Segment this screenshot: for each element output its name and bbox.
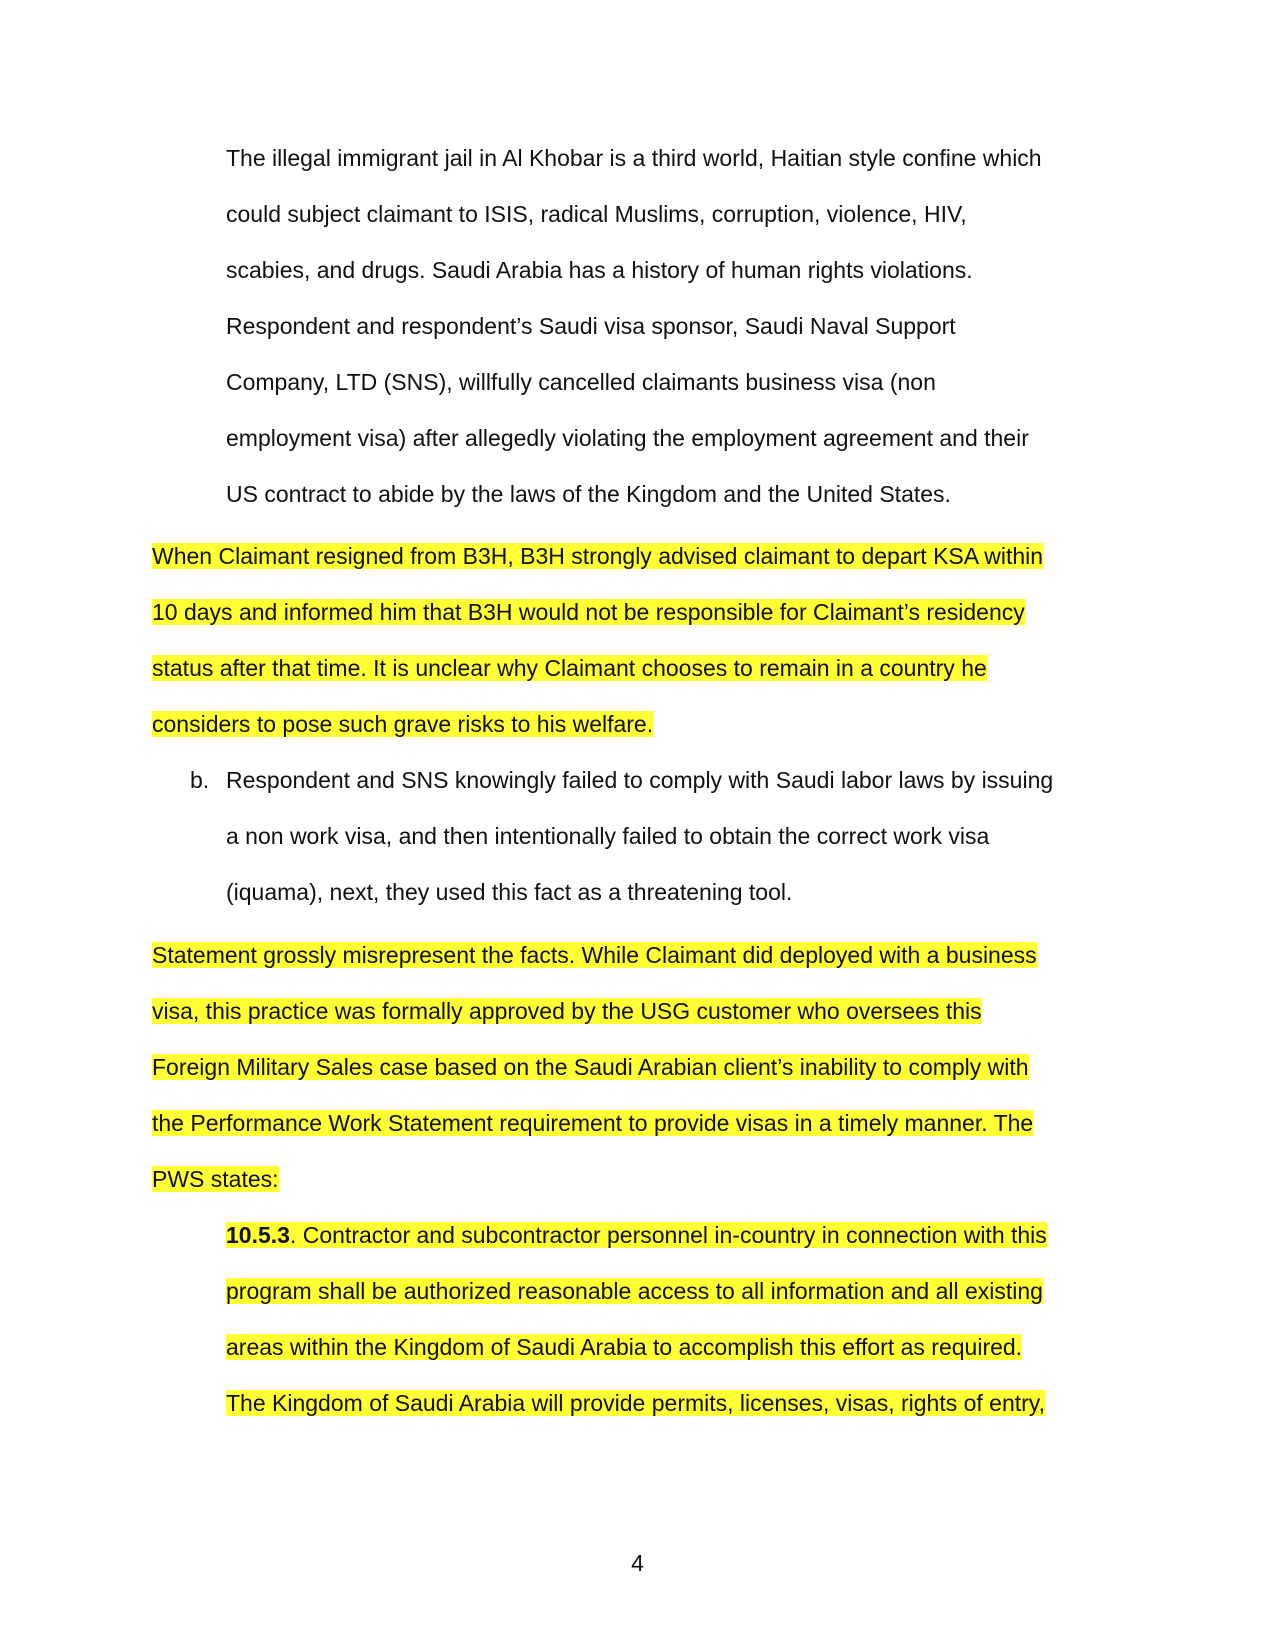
response-1-line-1: When Claimant resigned from B3H, B3H strongly advised claimant to depart KSA within — [152, 543, 1044, 569]
response-1-line-3: status after that time. It is unclear why Claimant chooses to remain in a country he — [152, 655, 987, 681]
response-1-line-4: considers to pose such grave risks to his welfare. — [152, 711, 654, 737]
paragraph-1-line-4: Respondent and respondent’s Saudi visa sponsor, Saudi Naval Support — [226, 313, 956, 339]
paragraph-1-line-3: scabies, and drugs. Saudi Arabia has a history of human rights violations. — [226, 257, 973, 283]
paragraph-1-line-1: The illegal immigrant jail in Al Khobar is a third world, Haitian style confine which — [226, 145, 1042, 171]
paragraph-1-line-7: US contract to abide by the laws of the Kingdom and the United States. — [226, 481, 951, 507]
paragraph-1-line-5: Company, LTD (SNS), willfully cancelled claimants business visa (non — [226, 369, 936, 395]
response-2-line-2: visa, this practice was formally approved by the USG customer who oversees this — [152, 998, 982, 1024]
item-b-marker: b. — [190, 767, 210, 793]
item-b-line-1: Respondent and SNS knowingly failed to comply with Saudi labor laws by issuing — [226, 767, 1054, 793]
item-b-line-2: a non work visa, and then intentionally failed to obtain the correct work visa — [226, 823, 990, 849]
quote-line-4: The Kingdom of Saudi Arabia will provide permits, licenses, visas, rights of entry, — [226, 1390, 1045, 1416]
quote-section-number: 10.5.3 — [226, 1222, 290, 1248]
response-2-line-1: Statement grossly misrepresent the facts. While Claimant did deployed with a business — [152, 942, 1037, 968]
quote-line-3: areas within the Kingdom of Saudi Arabia to accomplish this effort as required. — [226, 1334, 1023, 1360]
response-1-line-2: 10 days and informed him that B3H would not be responsible for Claimant’s residency — [152, 599, 1025, 625]
quote-line-1: . Contractor and subcontractor personnel in-country in connection with this — [289, 1222, 1047, 1248]
quote-line-2: program shall be authorized reasonable access to all information and all existing — [226, 1278, 1043, 1304]
paragraph-1-line-6: employment visa) after allegedly violating the employment agreement and their — [226, 425, 1029, 451]
item-b-line-3: (iquama), next, they used this fact as a threatening tool. — [226, 879, 793, 905]
response-2-line-3: Foreign Military Sales case based on the Saudi Arabian client’s inability to comply with — [152, 1054, 1029, 1080]
page-number: 4 — [631, 1550, 644, 1576]
response-2-line-4: the Performance Work Statement requirement to provide visas in a timely manner. The — [152, 1110, 1034, 1136]
response-2-line-5: PWS states: — [152, 1166, 279, 1192]
paragraph-1-line-2: could subject claimant to ISIS, radical Muslims, corruption, violence, HIV, — [226, 201, 967, 227]
